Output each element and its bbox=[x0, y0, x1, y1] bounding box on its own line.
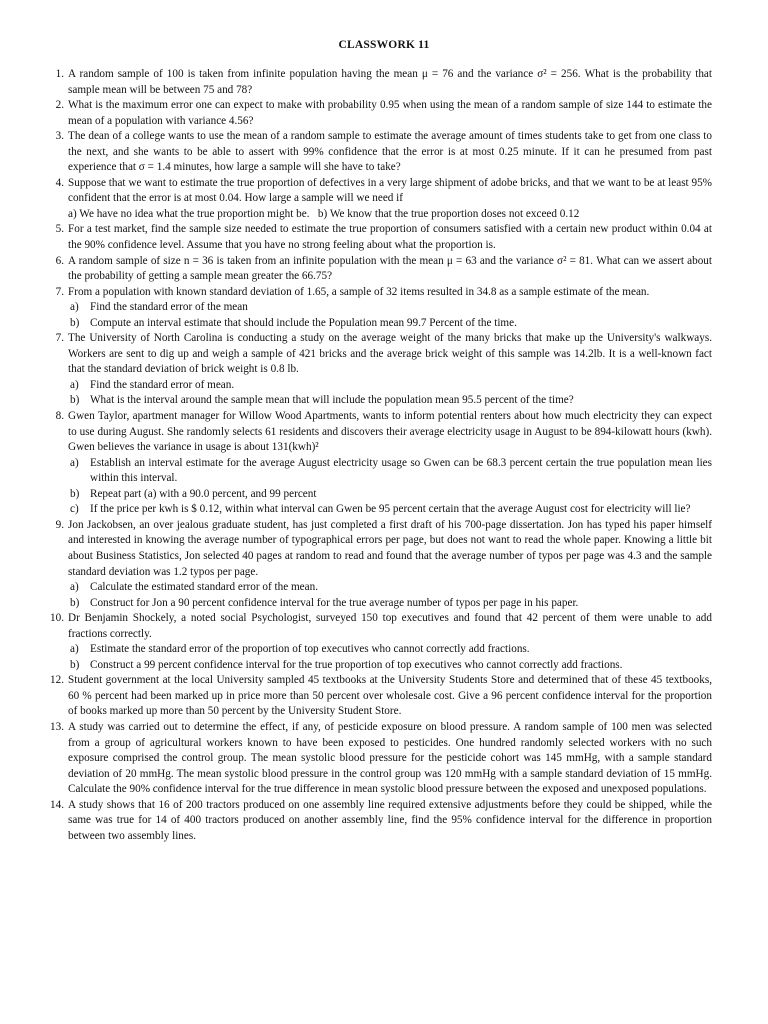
question-text: Gwen Taylor, apartment manager for Willow Wood Apartments, wants to inform potential renters about how much electricity they can expect to use during August. She randomly selects 61 residents and discovers their average electricity usage in August to be 894-kilowatt hours (kwh). Gwen believes the variance in usage is about 131(kwh)² bbox=[68, 410, 712, 454]
sub-question-text: Calculate the estimated standard error of the mean. bbox=[90, 581, 319, 594]
question-item bbox=[34, 67, 712, 98]
question-number: 12. bbox=[50, 674, 64, 687]
sub-question-text: Compute an interval estimate that should include the Population mean 99.7 Percent of the time. bbox=[90, 316, 517, 329]
sub-question-text: Establish an interval estimate for the average August electricity usage so Gwen can be 68.3 percent certain the true population mean lies within this interval. bbox=[90, 456, 712, 485]
sub-question bbox=[68, 316, 712, 332]
sub-question-label: a) bbox=[70, 643, 79, 656]
sub-question-label: a) bbox=[70, 301, 79, 314]
question-number: 6. bbox=[55, 254, 64, 267]
sub-question-text: Estimate the standard error of the proportion of top executives who cannot correctly add fractions. bbox=[90, 643, 530, 656]
question-item bbox=[34, 409, 712, 518]
question-number: 1. bbox=[55, 68, 64, 80]
sub-question-text: What is the interval around the sample mean that will include the population mean 95.5 percent of the time? bbox=[90, 394, 574, 407]
sub-question-label: b) bbox=[70, 316, 80, 329]
sub-question bbox=[68, 300, 712, 316]
sub-question bbox=[68, 642, 712, 658]
sub-question bbox=[68, 658, 712, 674]
page-title: CLASSWORK 11 bbox=[338, 39, 430, 51]
sub-question-text: Find the standard error of the mean bbox=[90, 301, 248, 314]
sub-question-label: a) bbox=[70, 378, 79, 391]
question-item bbox=[34, 176, 712, 223]
sub-question bbox=[68, 456, 712, 487]
question-number: 14. bbox=[50, 798, 64, 811]
sub-question bbox=[68, 502, 712, 518]
question-item bbox=[34, 673, 712, 720]
question-text: The University of North Carolina is conducting a study on the average weight of the many bricks that make up the University's walkways. Workers are sent to dig up and weigh a sample of 421 bricks and the average brick weight of this sample was 14.2lb. It is a well-known fact that the standard deviation of brick weight is 0.8 lb. bbox=[68, 332, 712, 376]
question-text: The dean of a college wants to use the mean of a random sample to estimate the average amount of times students take to get from one class to the next, and she wants to be able to assert with 99% confidence that the error is at most 0.25 minute. If it can he presumed from past experience that σ = 1.4 minutes, how large a sample will she have to take? bbox=[68, 130, 712, 174]
question-text: What is the maximum error one can expect to make with probability 0.95 when using the mean of a random sample of size 144 to estimate the mean of a population with variance 4.56? bbox=[68, 99, 712, 127]
sub-question bbox=[68, 487, 712, 503]
question-item bbox=[34, 129, 712, 176]
question-number: 7. bbox=[55, 285, 64, 298]
question-number: 2. bbox=[55, 99, 64, 112]
question-text: A study was carried out to determine the effect, if any, of pesticide exposure on blood pressure. A random sample of 100 men was selected from a group of agricultural workers known to have been exposed to pesticides. One hundred randomly selected workers with no such exposure comprised the control group. The mean systolic blood pressure for the pesticide cohort was 145 mmHg, with a sample standard deviation of 20 mmHg. The mean systolic blood pressure in the control group was 120 mmHg with a sample standard deviation of 15 mmHg. Calculate the 90% confidence interval for the true difference in mean systolic blood pressure between the exposed and unexposed populations. bbox=[68, 720, 712, 796]
sub-question-text: Find the standard error of mean. bbox=[90, 378, 235, 391]
sub-question-label: a) bbox=[70, 456, 79, 469]
question-number: 3. bbox=[55, 130, 64, 143]
question-number: 5. bbox=[55, 223, 64, 236]
question-text: From a population with known standard deviation of 1.65, a sample of 32 items resulted in 34.8 as a sample estimate of the mean. bbox=[68, 285, 650, 298]
question-text: For a test market, find the sample size needed to estimate the true proportion of consumers satisfied with a certain new product within 0.04 at the 90% confidence level. Assume that you have no strong feeling about what the proportion is. bbox=[68, 223, 712, 252]
question-number: 9. bbox=[55, 518, 64, 531]
sub-question-label: b) bbox=[70, 394, 80, 407]
question-item bbox=[34, 720, 712, 798]
sub-question-text: If the price per kwh is $ 0.12, within what interval can Gwen be 95 percent certain that the average August cost for electricity will lie? bbox=[90, 503, 691, 516]
sub-question-label: b) bbox=[70, 487, 80, 500]
question-number: 8. bbox=[55, 410, 64, 423]
sub-question bbox=[68, 378, 712, 394]
question-text: Jon Jackobsen, an over jealous graduate student, has just completed a first draft of his 700-page dissertation. Jon has typed his paper himself and interested in knowing the average number of typographical errors per page, but does not want to read the whole paper. Knowing a little bit about Business Statistics, Jon selected 40 pages at random to read and found that the average number of typos per page was 4.3 and the sample standard deviation was 1.2 typos per page. bbox=[68, 518, 712, 578]
sub-question bbox=[68, 596, 712, 612]
question-item bbox=[34, 254, 712, 285]
question-number: 4. bbox=[55, 176, 64, 189]
question-item bbox=[34, 611, 712, 673]
question-text: Dr Benjamin Shockely, a noted social Psychologist, surveyed 150 top executives and found that 42 percent of them were unable to add fractions correctly. bbox=[68, 612, 712, 640]
question-item bbox=[34, 222, 712, 253]
question-text: A random sample of size n = 36 is taken from an infinite population with the mean μ = 63 and the variance σ² = 81. What can we assert about the probability of getting a sample mean greater the 66.75? bbox=[68, 254, 712, 283]
sub-question-text: Construct for Jon a 90 percent confidence interval for the true average number of typos per page in his paper. bbox=[90, 596, 579, 609]
question-item bbox=[34, 518, 712, 611]
question-text: A random sample of 100 is taken from infinite population having the mean μ = 76 and the variance σ² = 256. What is the probability that sample mean will be between 75 and 78? bbox=[68, 68, 712, 96]
sub-question-text: Repeat part (a) with a 90.0 percent, and 99 percent bbox=[90, 487, 317, 500]
sub-question-label: b) bbox=[70, 658, 80, 671]
sub-question-label: b) bbox=[70, 596, 80, 609]
question-text: A study shows that 16 of 200 tractors produced on one assembly line required extensive adjustments before they could be shipped, while the same was true for 14 of 400 tractors produced on another assembly line, find the 95% confidence interval for the difference in proportion between two assembly lines. bbox=[68, 798, 712, 842]
question-item bbox=[34, 798, 712, 845]
question-item bbox=[34, 98, 712, 129]
question-inline-parts: a) We have no idea what the true proportion might be. b) We know that the true proportion doses not exceed 0.12 bbox=[68, 207, 580, 220]
question-item bbox=[34, 285, 712, 332]
sub-question-label: a) bbox=[70, 581, 79, 594]
question-item bbox=[34, 331, 712, 409]
sub-question-label: c) bbox=[70, 503, 79, 516]
question-text: Student government at the local University sampled 45 textbooks at the University Students Store and determined that of these 45 textbooks, 60 % percent had been marked up in price more than 50 percent over wholesale cost. Give a 96 percent confidence interval for the proportion of books marked up more than 50 percent by the University Student Store. bbox=[68, 674, 712, 718]
sub-question bbox=[68, 580, 712, 596]
question-number: 13. bbox=[50, 720, 64, 733]
question-text: Suppose that we want to estimate the true proportion of defectives in a very large shipment of adobe bricks, and that we want to be at least 95% confident that the error is at most 0.04. How large a sample will we need if bbox=[68, 176, 712, 205]
sub-question-text: Construct a 99 percent confidence interval for the true proportion of top executives who cannot correctly add fractions. bbox=[90, 658, 623, 671]
question-number: 7. bbox=[55, 332, 64, 345]
sub-question bbox=[68, 393, 712, 409]
question-list bbox=[34, 67, 712, 844]
question-number: 10. bbox=[50, 612, 64, 625]
